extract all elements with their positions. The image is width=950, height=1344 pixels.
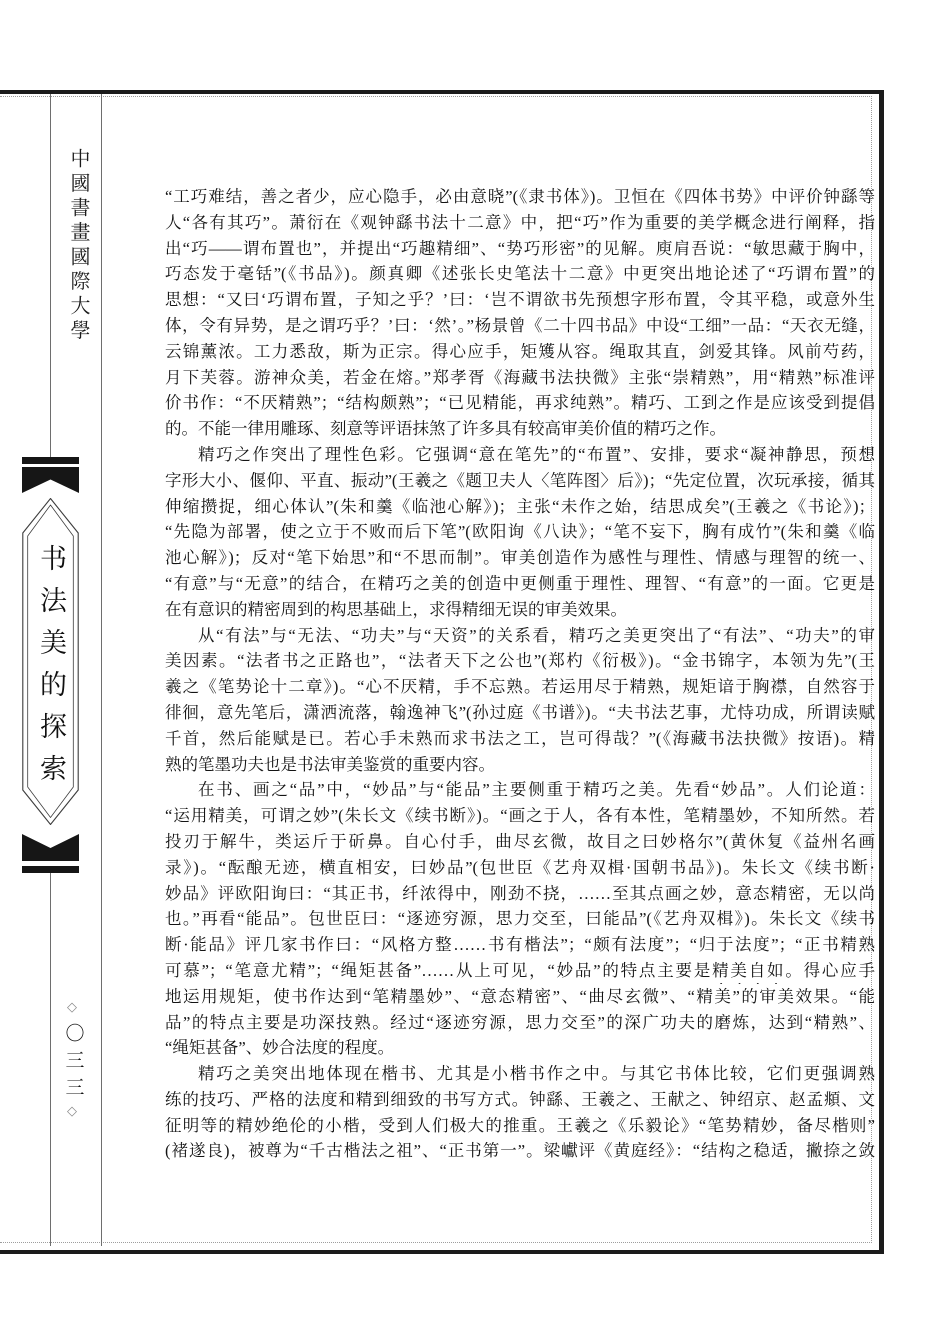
body-line: 精巧之美突出地体现在楷书、尤其是小楷书作之中。与其它书体比较，它们更强调熟 xyxy=(198,1064,875,1084)
body-line: 羲之《笔势论十二章》)。“心不厌精，手不忘熟。若运用尽于精熟，规矩谙于胸襟，自然容于 xyxy=(165,677,875,697)
body-line: 徘徊，意先笔后，潇洒流落，翰逸神飞”(孙过庭《书谱》)。“夫书法艺事，尤恃功成，所谓读赋 xyxy=(165,702,875,722)
emblem-bottom-bar xyxy=(22,866,79,873)
body-line: “有意”与“无意”的结合，在精巧之美的创造中更侧重于理性、理智、“有意”的一面。它更是 xyxy=(165,573,875,593)
body-line: 从“有法”与“无法、“功夫”与“天资”的关系看，精巧之美更突出了“有法”、“功夫”的审 xyxy=(198,625,875,645)
body-line: “先隐为部署，使之立于不败而后下笔”(欧阳询《八诀》；“笔不妄下，胸有成竹”(朱和羹《临 xyxy=(165,522,875,542)
body-line: 云锦薰浓。工力悉敌，斯为正宗。得心应手，矩矱从容。绳取其直，剑爱其锋。风前芍药， xyxy=(165,341,875,361)
emblem-top-bar xyxy=(22,457,79,464)
body-line: 征明等的精妙绝伦的小楷，受到人们极大的推重。王羲之《乐毅论》“笔势精妙，备尽楷则” xyxy=(165,1115,875,1135)
series-title: 书法美的探索 xyxy=(36,544,66,796)
body-line-segment: 。经过“逐迹穷源，思力交至”的深广功夫的磨炼，达到“精熟”、 xyxy=(372,1012,875,1032)
body-line: 熟的笔墨功夫也是书法审美鉴赏的重要内容。 xyxy=(165,754,495,774)
emblem-bottom-banner xyxy=(22,834,79,861)
body-line: 在书、画之“品”中，“妙品”与“能品”主要侧重于精巧之美。先看“妙品”。人们论道： xyxy=(198,780,875,800)
body-line: 思想：“又曰‘巧谓布置，子知之乎？’曰：‘岂不谓欲书先预想字形布置，令其平稳，或意外生 xyxy=(165,290,875,310)
body-line: 体，令有异势，是之谓巧乎？’曰：‘然’。”杨景曾《二十四书品》中设“工细”一品：“天衣无缝， xyxy=(165,315,875,335)
body-line: 月下芙蓉。游神众美，若金在熔。”郑孝胥《海藏书法抉微》主张“崇精熟”，用“精熟”标准评 xyxy=(165,367,875,387)
folio-page-number xyxy=(64,1000,83,1127)
body-line: 也。”再看“能品”。包世臣曰：“逐迹穷源，思力交至，曰能品”(《艺舟双楫》)。朱长文《续书 xyxy=(165,909,875,929)
body-line: 美因素。“法者书之正路也”，“法者天下之公也”(郑杓《衍极》)。“金书锦字，本领为先”(王 xyxy=(165,651,875,671)
sidebar-rule-right xyxy=(101,94,102,1246)
series-title-emblem xyxy=(22,457,79,873)
body-line: “工巧难结，善之者少，应心隐手，必由意晓”(《隶书体》)。卫恒在《四体书势》中评价钟繇等 xyxy=(165,187,875,206)
body-line: 录》)。“酝酿无迹，横直相安，曰妙品”(包世臣《艺舟双楫·国朝书品》)。朱长文《续书断· xyxy=(165,857,875,877)
body-line: 妙品》评欧阳询曰：“其正书，纤浓得中，刚劲不挠，……至其点画之妙，意态精密，无以尚 xyxy=(165,883,875,903)
body-line-segment: 品”的特点主要是 xyxy=(165,1012,301,1032)
body-line: 伸缩攒捉，细心体认”(朱和羹《临池心解》)；主张“未作之始，结思成矣”(王羲之《书论》)； xyxy=(165,496,875,516)
folio-diamond-top: ◇ xyxy=(65,1000,81,1023)
body-line: “绳矩甚备”、妙合法度的程度。 xyxy=(165,1038,395,1058)
body-line: 池心解》)；反对“笔下始思”和“不思而制”。审美创造作为感性与理性、情感与理智的统一、 xyxy=(165,548,875,568)
folio-diamond-bottom: ◇ xyxy=(65,1104,81,1127)
body-line-segment: 。得心应手 xyxy=(785,960,875,980)
body-line xyxy=(165,958,875,984)
institution-title: 中國書畫國際大學 xyxy=(64,148,93,344)
body-line: 出“巧——谓布置也”，并提出“巧趣精细”、“势巧形密”的见解。庾肩吾说：“敏思藏于胸中， xyxy=(165,238,875,258)
body-line: 在有意识的精密周到的构思基础上，求得精细无误的审美效果。 xyxy=(165,599,627,619)
body-line: 的。不能一律用雕琢、刻意等评语抹煞了许多具有较高审美价值的精巧之作。 xyxy=(165,419,726,439)
body-text xyxy=(165,184,875,1164)
emphasized-text: 功深技熟 xyxy=(300,1012,373,1032)
body-line: 字形大小、偃仰、平直、振动”(王羲之《题卫夫人〈笔阵图〉后》)；“先定位置，次玩承接，循其 xyxy=(165,470,875,490)
body-line: 巧态发于毫铦”(《书品》)。颜真卿《述张长史笔法十二意》中更突出地论述了“巧谓布置”的 xyxy=(165,264,875,284)
body-line: 人“各有其巧”。萧衍在《观钟繇书法十二意》中，把“巧”作为重要的美学概念进行阐释，指 xyxy=(165,212,875,232)
emblem-top-banner xyxy=(22,467,79,493)
body-line: 价书作：“不厌精熟”；“结构颇熟”；“已见精能，再求纯熟”。精巧、工到之作是应该受到提倡 xyxy=(165,393,875,413)
body-line: 投刃于解牛，类运斤于斫鼻。自心付手，曲尽玄微，故目之曰妙格尔”(黄休复《益州名画 xyxy=(165,831,875,851)
emblem-hexagon xyxy=(22,498,79,825)
body-line: “运用精美，可谓之妙”(朱长文《续书断》)。“画之于人，各有本性，笔精墨妙，不知所然。若 xyxy=(165,806,875,826)
body-line-segment: 可慕”；“笔意尤精”；“绳矩甚备”……从上可见，“妙品”的特点主要是 xyxy=(165,960,713,980)
body-line: (褚遂良)，被尊为“千古楷法之祖”、“正书第一”。梁巘评《黄庭经》：“结构之稳适，撇捺之敛 xyxy=(165,1141,875,1161)
emphasized-text: 精美自如 xyxy=(712,960,786,980)
body-line xyxy=(165,1010,875,1036)
body-line: 精巧之作突出了理性色彩。它强调“意在笔先”的“布置”、安排，要求“凝神静思，预想 xyxy=(198,444,875,464)
folio-number: 〇三三 xyxy=(62,1023,84,1104)
body-line: 练的技巧、严格的法度和精到细致的书写方式。钟繇、王羲之、王献之、钟绍京、赵孟頫、文 xyxy=(165,1089,875,1109)
body-line: 断·能品》评几家书作曰：“风格方整……书有楷法”；“颇有法度”；“归于法度”；“正书精熟 xyxy=(165,935,875,955)
body-line: 千首，然后能赋是已。若心手未熟而求书法之工，岂可得哉？”(《海藏书法抉微》按语)。精 xyxy=(165,728,875,748)
body-line: 地运用规矩，使书作达到“笔精墨妙”、“意态精密”、“曲尽玄微”、“精美”的审美效果。“能 xyxy=(165,986,875,1006)
